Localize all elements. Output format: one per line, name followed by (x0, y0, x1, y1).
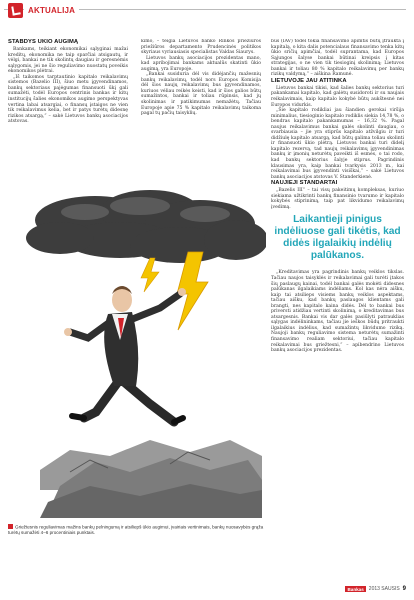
paragraph: „Kreditavimas yra pagrindinis bankų veiklos tikslas. Tačiau naujos taisyklės ir reikalavimai gali turėti įtakos šių paslaugų kainai, todėl bankai galės mokėti didesnes palūkanas ilgalaikiams indėliams. Kol kas nėra aišku, kaip tai atsilieps visiems bankų veiklos aspektams, tačiau aišku, kad bankų paslaugos klientams gali brangti, nes kapitalo kaina didės. Dėl to bankai bus priversti atidžiau vertinti skolinimą, o kreditavimas bus atsargesnis. Bankai vis dar galės pasiūlyti patrauklias sąlygas indėlininkams, tačiau jie ieškos būdų pritraukti ilgalaikius indėlius, kad sumažintų likvidumo riziką. Naujoji bankų reguliavimo sistema neturėtų sumažinti finansavimo realiam sektoriui, tačiau kapitalo reikalavimai bus griežtesni,“ – apibendrino Lietuvos bankų asociacijos prezidentas. (271, 270, 404, 354)
issue-date: 2013 SAUSIS (368, 586, 400, 592)
column-2 (141, 39, 261, 189)
page-number: 9 (402, 586, 406, 592)
page-footer (345, 586, 406, 592)
magazine-logo: Bankas (347, 586, 364, 592)
column-3 (271, 39, 404, 559)
caption-text: Griežtesnis reguliavimas mažins bankų pelningumą ir atsiliepš ūkio augimui, įvairiais vertinimais, bankų nuosavybės grąža turėtų sumažėti 4–6 procentiniais punktais. (8, 524, 264, 536)
section-heading: NAUJIEJI STANDARTAI (271, 180, 338, 187)
page-header (0, 0, 414, 26)
section-logo-icon (8, 3, 23, 18)
paragraph: Lietuvos bankai tikisi, kad šalies bankų sektorius turi pakankamai kapitalo, kad galėtų susidoroti ir su naujais reikalavimais, kaip kapitalo kokybė būtų aukštesnė nei Europos vidurkis. (271, 85, 404, 108)
section-heading: STABDYS ŪKIO AUGIMĄ (8, 39, 79, 45)
paragraph: Bankams, teikiant ekonomikai sąlyginai mažai kreditų, ekonomika ne taip sparčiai atsigautų, ir vėlgi, bankai ne tik skolintų daugiau ir geresnėmis sąlygomis, jei ne šio reguliavimo nuostatų poveikis ekonomikos plėtrai. (8, 47, 128, 75)
paragraph: „Šie kapitalo rodikliai jau šiandien gerokai viršija minimalius, tiesioginio kapitalo rodiklis siekia 14,78 %, o bendras kapitalo pakankamumas – 16,32 %. Pagal naujus reikalavimus bankai galės skolinti daugiau, o svarbiausia – jie yra stiprūs kapitalo atžvilgiu ir turi didžiulę kapitalo atsargą, kad būtų galima toliau skolinti ir finansuoti ūkio plėtrą. Lietuvos bankai turi didelį kapitalo rezervą, tad naujų reikalavimų įgyvendinimas bankų ir įmonių neturėtų paveikti iš esmės, o tai rodo, kad bankų sektorius šalyje stiprus. Pagrindinis klausimas yra, kaip bankai tvarkysis 2013 m., kai reikalavimai bus įgyvendinti visiškai,“ – sakė Lietuvos bankų asociacijos atstovas V. Standerkienė. (271, 108, 404, 180)
lightning-bolt-small-icon (141, 258, 159, 292)
storm-businessman-illustration (0, 190, 266, 520)
paragraph: „Bazelis III“ – tai visų pakeitimų kompleksas, kuriuo siekiama užtikrinti bankų finansinio tvarumo ir kapitalo kokybės stiprinimą, taip pat likvidumo reikalavimų įvedimą. (271, 188, 404, 210)
paragraph: „Bankai susiduria dėl vis didėjančių mažesnių bankų reikalavimų, todėl nors Europos Komisija dėl šios naujų reikalavimų bus įgyvendinamos, kuriuos vėliau reikės keisti, kad ir šios galios būtų sumažintos, bankai ir toliau rūpinsis, kad jų skolinimas ir patikimumas nemažėtų. Tačiau Europoje apie 75 % kapitalo reikalavimų taikoma pagal tų pačių taisyklių. (141, 72, 261, 117)
rocky-ground (40, 440, 262, 518)
paragraph: kimo, – teigia Lietuvos banko Rinkos priežiūros priežiūros departamento Prudencinės politikos skyriaus vyriausiasis specialistas Valdas Siaurys. (141, 39, 261, 56)
pull-quote: Laikantieji pinigus indėliuose gali tikėtis, kad didės ilgalaikių indėlių palūkanos. (274, 214, 401, 262)
section-heading: LIETUVOJE JAU ATITINKA (271, 77, 347, 84)
running-businessman (64, 286, 186, 422)
section-rubric: AKTUALIJA (24, 4, 79, 18)
paragraph: Lietuvos bankų asociacijos prezidentas mano, kad apribojimai bankams aktualūs skatinti ūkio augimą, yra Europoje. (141, 55, 261, 72)
paragraph: „Iš taikomos tarptautinio kapitalo reikalavimų sistemos (Bazelio III), šiuo metu įgyvendinamos, bankų sektoriaus pajėgumas finansuoti ūkį gali sumažėti, todėl Europos centrinis bankas ir kitų institucijų šalies ekonomikos augimo perspektyvas vertina labai atsargiai, o finansų įstaigos ne vien tik reikalavimus kelia, bet ir patys turėtų didesnę rizikos atsargą,“ – sakė Lietuvos bankų asociacijos atstovas. (8, 74, 128, 125)
paragraph: bus (IAV) todėl tokia finansavimo apimtis būtų įtraukta į kapitalą, o kita dalis potencialaus finansavimo tenka kitų ūkio sričių apimčiai, todėl suprantama, kad Europos Sąjungos šalyse bankai būtinai kreipsis į kitas strategijas, o ne vien tik tiesioginį skolinimą; Lietuvos bankai ir toliau 80 % kapitalo reikalavimų per bankų rizikų valdymą,“ – aiškina Ramunė. (271, 39, 404, 78)
image-caption (8, 524, 264, 536)
caption-marker-icon (8, 524, 13, 529)
